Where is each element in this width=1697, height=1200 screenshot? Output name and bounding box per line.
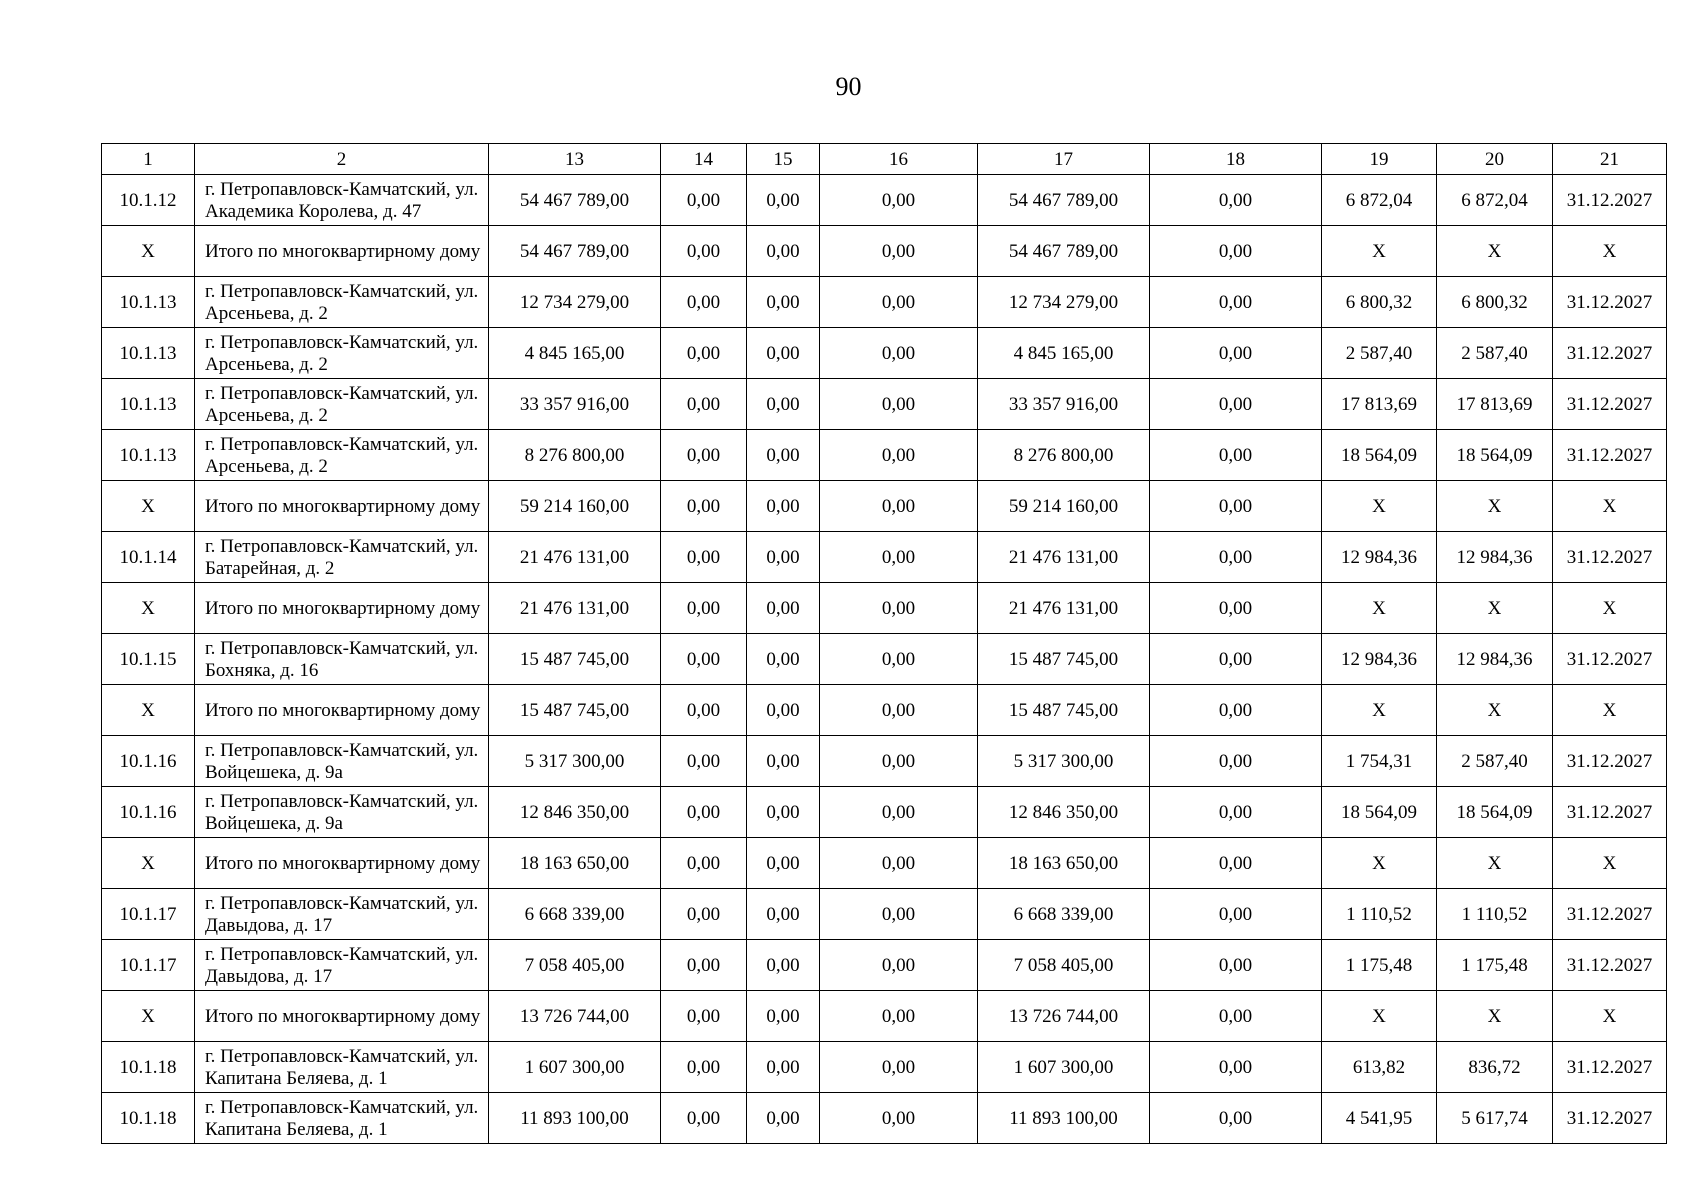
cell-address: Итого по многоквартирному дому [195,838,489,889]
cell-fund-regional: 0,00 [747,379,820,430]
cell-row-number: X [102,481,195,532]
cell-fund-other: 0,00 [1150,991,1322,1042]
cell-row-number: 10.1.17 [102,940,195,991]
cell-row-number: X [102,991,195,1042]
cell-unit-cost: 18 564,09 [1322,787,1437,838]
column-header-18: 18 [1150,144,1322,175]
cell-fund-owners: 54 467 789,00 [978,175,1150,226]
cell-max-unit-cost: X [1437,991,1553,1042]
cell-fund-other: 0,00 [1150,430,1322,481]
table-row [102,940,1667,991]
cell-row-number: 10.1.18 [102,1042,195,1093]
cell-fund-other: 0,00 [1150,685,1322,736]
cell-deadline: X [1553,481,1667,532]
cell-row-number: 10.1.16 [102,787,195,838]
cell-fund-other: 0,00 [1150,226,1322,277]
cell-address: Итого по многоквартирному дому [195,481,489,532]
cell-fund-federal: 0,00 [661,991,747,1042]
cell-deadline: X [1553,838,1667,889]
cell-fund-owners: 54 467 789,00 [978,226,1150,277]
cell-fund-owners: 12 734 279,00 [978,277,1150,328]
cell-fund-municipal: 0,00 [820,379,978,430]
cell-fund-federal: 0,00 [661,1093,747,1144]
cell-unit-cost: 4 541,95 [1322,1093,1437,1144]
cell-fund-other: 0,00 [1150,277,1322,328]
cell-fund-regional: 0,00 [747,634,820,685]
cell-unit-cost: X [1322,685,1437,736]
cell-total-cost: 15 487 745,00 [489,685,661,736]
cell-fund-regional: 0,00 [747,532,820,583]
cell-total-cost: 54 467 789,00 [489,175,661,226]
cell-address: г. Петропавловск-Камчатский, ул. Батарейная, д. 2 [195,532,489,583]
cell-unit-cost: X [1322,226,1437,277]
cell-fund-owners: 21 476 131,00 [978,583,1150,634]
cell-max-unit-cost: 12 984,36 [1437,532,1553,583]
cell-fund-regional: 0,00 [747,838,820,889]
cell-fund-owners: 1 607 300,00 [978,1042,1150,1093]
cell-fund-other: 0,00 [1150,787,1322,838]
subtotal-row [102,583,1667,634]
cell-total-cost: 11 893 100,00 [489,1093,661,1144]
cell-fund-owners: 18 163 650,00 [978,838,1150,889]
table-row [102,277,1667,328]
cell-fund-municipal: 0,00 [820,1093,978,1144]
cell-fund-regional: 0,00 [747,685,820,736]
table-row [102,889,1667,940]
cell-fund-regional: 0,00 [747,226,820,277]
cell-total-cost: 5 317 300,00 [489,736,661,787]
cell-row-number: 10.1.13 [102,277,195,328]
table-row [102,379,1667,430]
cell-deadline: 31.12.2027 [1553,1093,1667,1144]
cell-fund-municipal: 0,00 [820,634,978,685]
cell-unit-cost: 18 564,09 [1322,430,1437,481]
cell-total-cost: 54 467 789,00 [489,226,661,277]
cell-fund-municipal: 0,00 [820,583,978,634]
cell-address: г. Петропавловск-Камчатский, ул. Арсеньева, д. 2 [195,277,489,328]
cell-fund-municipal: 0,00 [820,991,978,1042]
table-row [102,1093,1667,1144]
cell-fund-regional: 0,00 [747,1093,820,1144]
cell-fund-other: 0,00 [1150,889,1322,940]
cell-deadline: 31.12.2027 [1553,328,1667,379]
cell-fund-other: 0,00 [1150,736,1322,787]
cell-fund-owners: 21 476 131,00 [978,532,1150,583]
cell-unit-cost: X [1322,838,1437,889]
cell-total-cost: 15 487 745,00 [489,634,661,685]
cell-unit-cost: 1 175,48 [1322,940,1437,991]
cell-fund-municipal: 0,00 [820,481,978,532]
cell-max-unit-cost: 12 984,36 [1437,634,1553,685]
cell-fund-owners: 15 487 745,00 [978,685,1150,736]
cell-deadline: X [1553,226,1667,277]
subtotal-row [102,481,1667,532]
cell-unit-cost: X [1322,481,1437,532]
cell-deadline: 31.12.2027 [1553,175,1667,226]
subtotal-row [102,991,1667,1042]
column-header-13: 13 [489,144,661,175]
cell-deadline: 31.12.2027 [1553,1042,1667,1093]
cell-unit-cost: 6 800,32 [1322,277,1437,328]
cell-row-number: 10.1.12 [102,175,195,226]
cell-fund-owners: 15 487 745,00 [978,634,1150,685]
cell-fund-regional: 0,00 [747,1042,820,1093]
cell-fund-other: 0,00 [1150,175,1322,226]
cell-address: г. Петропавловск-Камчатский, ул. Войцешека, д. 9а [195,736,489,787]
cell-fund-federal: 0,00 [661,736,747,787]
column-header-2: 2 [195,144,489,175]
cell-max-unit-cost: 2 587,40 [1437,328,1553,379]
cell-total-cost: 21 476 131,00 [489,532,661,583]
cell-fund-other: 0,00 [1150,532,1322,583]
cell-fund-other: 0,00 [1150,838,1322,889]
cell-fund-regional: 0,00 [747,940,820,991]
cell-fund-municipal: 0,00 [820,685,978,736]
cell-total-cost: 59 214 160,00 [489,481,661,532]
cell-total-cost: 33 357 916,00 [489,379,661,430]
cell-unit-cost: 12 984,36 [1322,532,1437,583]
cell-row-number: X [102,838,195,889]
cell-max-unit-cost: 18 564,09 [1437,787,1553,838]
cell-address: Итого по многоквартирному дому [195,583,489,634]
cell-fund-owners: 5 317 300,00 [978,736,1150,787]
cell-fund-other: 0,00 [1150,379,1322,430]
cell-unit-cost: X [1322,991,1437,1042]
cell-fund-federal: 0,00 [661,481,747,532]
cell-max-unit-cost: 836,72 [1437,1042,1553,1093]
cell-max-unit-cost: X [1437,838,1553,889]
subtotal-row [102,838,1667,889]
cell-max-unit-cost: 1 175,48 [1437,940,1553,991]
column-header-21: 21 [1553,144,1667,175]
cell-max-unit-cost: 1 110,52 [1437,889,1553,940]
cell-fund-regional: 0,00 [747,430,820,481]
cell-max-unit-cost: 2 587,40 [1437,736,1553,787]
cell-fund-regional: 0,00 [747,277,820,328]
cell-address: г. Петропавловск-Камчатский, ул. Капитана Беляева, д. 1 [195,1093,489,1144]
cell-fund-federal: 0,00 [661,787,747,838]
cell-row-number: 10.1.17 [102,889,195,940]
cell-fund-municipal: 0,00 [820,889,978,940]
cell-deadline: X [1553,685,1667,736]
cell-fund-federal: 0,00 [661,328,747,379]
cell-fund-owners: 59 214 160,00 [978,481,1150,532]
cell-row-number: X [102,685,195,736]
cell-fund-municipal: 0,00 [820,226,978,277]
cell-fund-owners: 4 845 165,00 [978,328,1150,379]
column-header-14: 14 [661,144,747,175]
cell-address: Итого по многоквартирному дому [195,685,489,736]
cell-max-unit-cost: 17 813,69 [1437,379,1553,430]
cell-row-number: 10.1.13 [102,328,195,379]
cell-fund-municipal: 0,00 [820,277,978,328]
cell-total-cost: 8 276 800,00 [489,430,661,481]
cell-fund-federal: 0,00 [661,430,747,481]
cell-fund-municipal: 0,00 [820,1042,978,1093]
cell-fund-federal: 0,00 [661,226,747,277]
table-row [102,634,1667,685]
cell-max-unit-cost: X [1437,583,1553,634]
cell-fund-owners: 7 058 405,00 [978,940,1150,991]
cell-row-number: 10.1.13 [102,430,195,481]
cell-unit-cost: 12 984,36 [1322,634,1437,685]
cell-fund-municipal: 0,00 [820,532,978,583]
cell-fund-municipal: 0,00 [820,328,978,379]
cell-fund-federal: 0,00 [661,889,747,940]
table-row [102,736,1667,787]
cell-fund-municipal: 0,00 [820,787,978,838]
table-row [102,328,1667,379]
cell-fund-owners: 8 276 800,00 [978,430,1150,481]
cell-fund-regional: 0,00 [747,736,820,787]
cell-fund-municipal: 0,00 [820,838,978,889]
cell-max-unit-cost: 18 564,09 [1437,430,1553,481]
cell-max-unit-cost: 5 617,74 [1437,1093,1553,1144]
cell-fund-regional: 0,00 [747,481,820,532]
cell-deadline: 31.12.2027 [1553,277,1667,328]
column-header-19: 19 [1322,144,1437,175]
cell-row-number: 10.1.18 [102,1093,195,1144]
cell-fund-owners: 12 846 350,00 [978,787,1150,838]
cell-fund-municipal: 0,00 [820,940,978,991]
cell-address: г. Петропавловск-Камчатский, ул. Давыдова, д. 17 [195,889,489,940]
cell-row-number: 10.1.16 [102,736,195,787]
cell-fund-federal: 0,00 [661,175,747,226]
cell-total-cost: 4 845 165,00 [489,328,661,379]
cell-fund-regional: 0,00 [747,583,820,634]
cell-total-cost: 12 846 350,00 [489,787,661,838]
column-header-20: 20 [1437,144,1553,175]
cell-fund-other: 0,00 [1150,583,1322,634]
cell-total-cost: 6 668 339,00 [489,889,661,940]
cell-address: г. Петропавловск-Камчатский, ул. Войцешека, д. 9а [195,787,489,838]
cell-address: г. Петропавловск-Камчатский, ул. Арсеньева, д. 2 [195,379,489,430]
cell-fund-federal: 0,00 [661,634,747,685]
cell-row-number: 10.1.15 [102,634,195,685]
cell-max-unit-cost: X [1437,481,1553,532]
cell-fund-federal: 0,00 [661,532,747,583]
cell-fund-owners: 33 357 916,00 [978,379,1150,430]
table-row [102,430,1667,481]
repair-plan-table [101,143,1667,1144]
cell-unit-cost: 1 754,31 [1322,736,1437,787]
table-row [102,1042,1667,1093]
cell-fund-other: 0,00 [1150,328,1322,379]
cell-total-cost: 21 476 131,00 [489,583,661,634]
cell-deadline: 31.12.2027 [1553,787,1667,838]
cell-fund-federal: 0,00 [661,277,747,328]
cell-unit-cost: 1 110,52 [1322,889,1437,940]
cell-total-cost: 18 163 650,00 [489,838,661,889]
cell-max-unit-cost: X [1437,226,1553,277]
header-row [102,144,1667,175]
column-header-16: 16 [820,144,978,175]
cell-fund-regional: 0,00 [747,175,820,226]
cell-fund-federal: 0,00 [661,583,747,634]
subtotal-row [102,685,1667,736]
cell-max-unit-cost: 6 800,32 [1437,277,1553,328]
cell-fund-owners: 13 726 744,00 [978,991,1150,1042]
cell-unit-cost: 6 872,04 [1322,175,1437,226]
cell-address: г. Петропавловск-Камчатский, ул. Бохняка, д. 16 [195,634,489,685]
cell-fund-regional: 0,00 [747,787,820,838]
table-header [102,144,1667,175]
cell-fund-municipal: 0,00 [820,175,978,226]
cell-row-number: 10.1.13 [102,379,195,430]
cell-fund-federal: 0,00 [661,838,747,889]
cell-row-number: 10.1.14 [102,532,195,583]
cell-fund-regional: 0,00 [747,889,820,940]
cell-unit-cost: 17 813,69 [1322,379,1437,430]
cell-fund-owners: 11 893 100,00 [978,1093,1150,1144]
cell-row-number: X [102,226,195,277]
cell-total-cost: 1 607 300,00 [489,1042,661,1093]
cell-fund-other: 0,00 [1150,634,1322,685]
cell-fund-other: 0,00 [1150,481,1322,532]
cell-deadline: 31.12.2027 [1553,379,1667,430]
cell-address: г. Петропавловск-Камчатский, ул. Академика Королева, д. 47 [195,175,489,226]
cell-fund-municipal: 0,00 [820,736,978,787]
cell-unit-cost: 2 587,40 [1322,328,1437,379]
cell-address: г. Петропавловск-Камчатский, ул. Арсеньева, д. 2 [195,430,489,481]
cell-row-number: X [102,583,195,634]
cell-total-cost: 7 058 405,00 [489,940,661,991]
cell-fund-owners: 6 668 339,00 [978,889,1150,940]
cell-deadline: 31.12.2027 [1553,532,1667,583]
table-row [102,532,1667,583]
column-header-15: 15 [747,144,820,175]
cell-fund-federal: 0,00 [661,1042,747,1093]
column-header-17: 17 [978,144,1150,175]
cell-deadline: 31.12.2027 [1553,889,1667,940]
cell-deadline: 31.12.2027 [1553,430,1667,481]
cell-fund-federal: 0,00 [661,940,747,991]
cell-fund-regional: 0,00 [747,328,820,379]
table-row [102,787,1667,838]
cell-fund-federal: 0,00 [661,685,747,736]
subtotal-row [102,226,1667,277]
cell-fund-other: 0,00 [1150,1093,1322,1144]
cell-address: г. Петропавловск-Камчатский, ул. Арсеньева, д. 2 [195,328,489,379]
table-row [102,175,1667,226]
table-body [102,175,1667,1144]
cell-deadline: 31.12.2027 [1553,736,1667,787]
cell-fund-federal: 0,00 [661,379,747,430]
cell-total-cost: 12 734 279,00 [489,277,661,328]
cell-unit-cost: X [1322,583,1437,634]
cell-fund-other: 0,00 [1150,1042,1322,1093]
cell-fund-other: 0,00 [1150,940,1322,991]
cell-deadline: 31.12.2027 [1553,940,1667,991]
cell-deadline: X [1553,583,1667,634]
cell-max-unit-cost: 6 872,04 [1437,175,1553,226]
page-number: 90 [835,72,862,101]
cell-max-unit-cost: X [1437,685,1553,736]
cell-fund-municipal: 0,00 [820,430,978,481]
column-header-1: 1 [102,144,195,175]
cell-deadline: 31.12.2027 [1553,634,1667,685]
cell-unit-cost: 613,82 [1322,1042,1437,1093]
cell-address: Итого по многоквартирному дому [195,226,489,277]
cell-address: Итого по многоквартирному дому [195,991,489,1042]
cell-address: г. Петропавловск-Камчатский, ул. Давыдова, д. 17 [195,940,489,991]
cell-deadline: X [1553,991,1667,1042]
cell-total-cost: 13 726 744,00 [489,991,661,1042]
cell-address: г. Петропавловск-Камчатский, ул. Капитана Беляева, д. 1 [195,1042,489,1093]
cell-fund-regional: 0,00 [747,991,820,1042]
